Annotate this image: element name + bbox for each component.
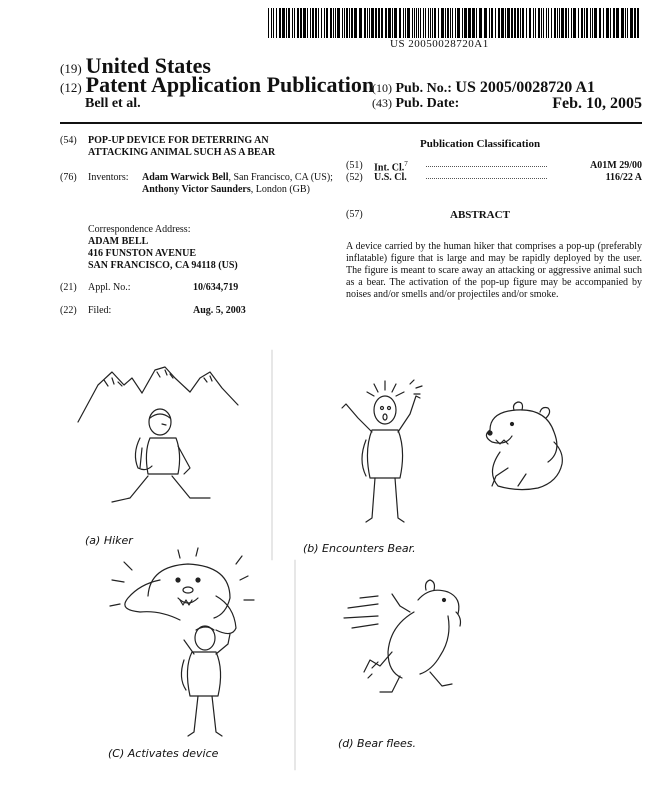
us-cl-value: 116/22 A xyxy=(605,172,642,183)
inventor-1-location: , San Francisco, CA (US); xyxy=(228,172,333,183)
int-cl-value: A01M 29/00 xyxy=(590,160,642,171)
inventors-code: (76) xyxy=(60,172,77,183)
barcode-number: US 20050028720A1 xyxy=(390,38,489,50)
appl-code: (21) xyxy=(60,282,77,293)
invention-title: POP-UP DEVICE FOR DETERRING AN ATTACKING ANIMAL SUCH AS A BEAR xyxy=(88,135,276,158)
pub-date-label: Pub. Date: xyxy=(395,96,460,111)
correspondence-street: 416 FUNSTON AVENUE xyxy=(88,248,196,259)
scared-hiker-drawing xyxy=(342,380,422,522)
pub-no-code: (10) xyxy=(372,81,392,95)
appl-label: Appl. No.: xyxy=(88,282,131,293)
int-cl-code: (51) xyxy=(346,160,363,171)
filed-code: (22) xyxy=(60,305,77,316)
pub-no-label: Pub. No.: xyxy=(395,81,452,96)
type-code: (12) xyxy=(60,80,82,95)
hiker-drawing xyxy=(112,409,210,502)
pub-date: Feb. 10, 2005 xyxy=(552,95,642,112)
abstract-title: ABSTRACT xyxy=(450,209,510,221)
abstract-text: A device carried by the human hiker that comprises a pop-up (preferably inflatable) figure that is large and may be rapidly deployed by the user. The figure is meant to scare away an attacking or aggressive animal such as a bear. The activation of the pop-up figure may be accompanied by noises and/or smells and/or projectiles and/or smoke. xyxy=(346,241,642,300)
correspondence-name: ADAM BELL xyxy=(88,236,149,247)
pub-date-code: (43) xyxy=(372,96,392,110)
us-cl-code: (52) xyxy=(346,172,363,183)
bear-drawing xyxy=(486,402,562,490)
inventor-1-name: Adam Warwick Bell xyxy=(142,172,229,183)
country: United States xyxy=(85,53,211,78)
filed-date: Aug. 5, 2003 xyxy=(193,305,246,316)
us-cl-label: U.S. Cl. xyxy=(374,172,407,183)
inventor-2-name: Anthony Victor Saunders xyxy=(142,184,251,195)
appl-number: 10/634,719 xyxy=(193,282,239,293)
int-cl-edition: 7 xyxy=(404,160,408,168)
figure-d-caption: (d) Bear flees. xyxy=(338,737,417,750)
filed-label: Filed: xyxy=(88,305,112,316)
figure-b-caption: (b) Encounters Bear. xyxy=(303,542,416,555)
country-code: (19) xyxy=(60,61,82,76)
figure-a-caption: (a) Hiker xyxy=(85,534,133,547)
abstract-code: (57) xyxy=(346,209,363,220)
publication-type: Patent Application Publication xyxy=(85,72,375,97)
fleeing-bear-drawing xyxy=(344,580,461,692)
authors: Bell et al. xyxy=(85,96,141,111)
inventors-label: Inventors: xyxy=(88,172,129,183)
hiker-with-device-drawing xyxy=(181,626,230,736)
int-cl-label: Int. Cl. xyxy=(374,162,405,174)
correspondence-label: Correspondence Address: xyxy=(88,224,191,235)
figure-c-caption: (C) Activates device xyxy=(108,747,219,760)
inventor-2-location: , London (GB) xyxy=(250,184,310,195)
correspondence-city: SAN FRANCISCO, CA 94118 (US) xyxy=(88,260,238,271)
pub-no: US 2005/0028720 A1 xyxy=(455,79,595,96)
inflatable-figure-drawing xyxy=(110,548,254,634)
title-code: (54) xyxy=(60,135,77,146)
classification-title: Publication Classification xyxy=(420,138,541,150)
